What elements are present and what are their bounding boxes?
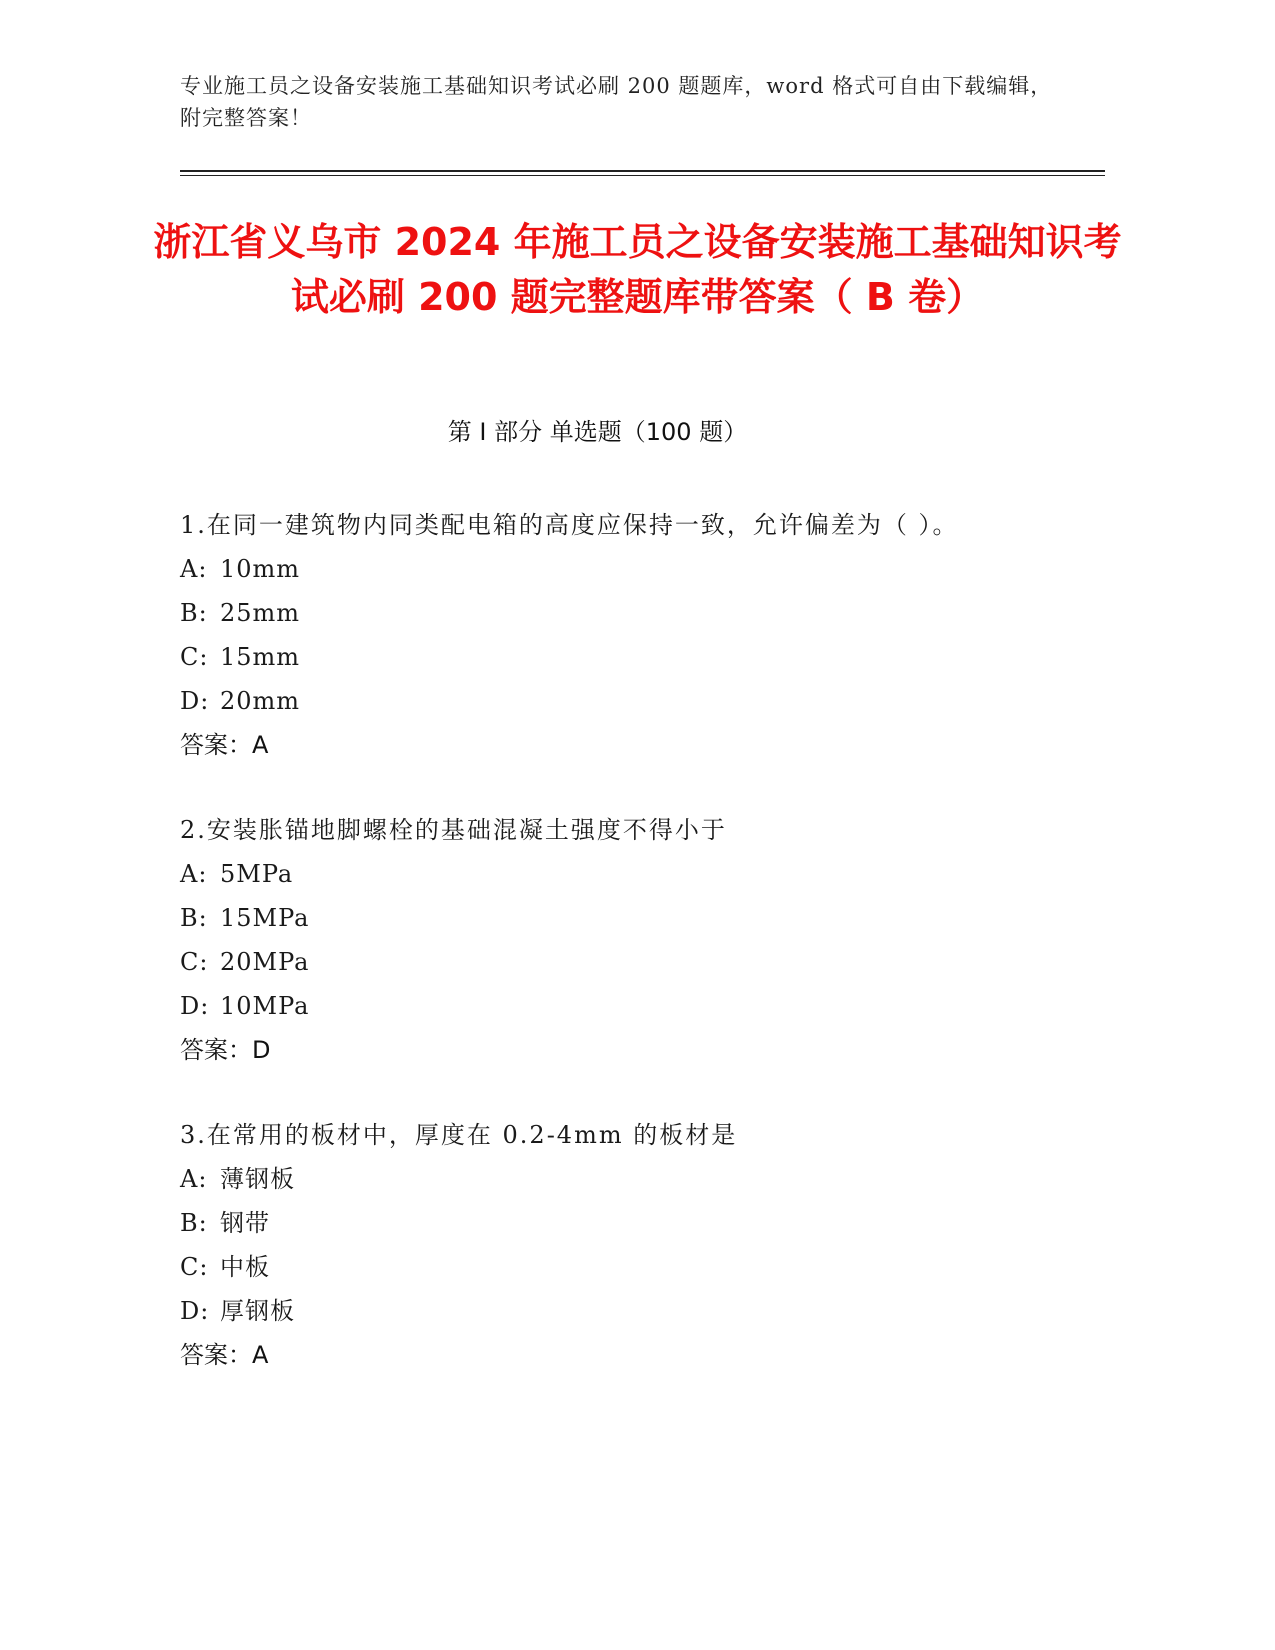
option-letter: C: (180, 1253, 209, 1281)
answer-line: 答案：A (180, 1341, 269, 1369)
option-letter: C: (180, 948, 209, 976)
question-1 (180, 505, 1080, 769)
option-text: 15MPa (220, 904, 310, 932)
option-text: 10mm (220, 555, 301, 583)
option-text: 5MPa (220, 860, 294, 888)
question-2 (180, 810, 1080, 1074)
option-letter: B: (180, 904, 208, 932)
answer-line: 答案：A (180, 731, 269, 759)
option-b (180, 898, 1080, 942)
option-text: 20MPa (220, 948, 310, 976)
answer-line: 答案：D (180, 1036, 271, 1064)
option-b (180, 1203, 1080, 1247)
option-text: 20mm (220, 687, 301, 715)
option-letter: D: (180, 992, 210, 1020)
option-a (180, 854, 1080, 898)
option-letter: D: (180, 687, 210, 715)
option-letter: A: (180, 555, 208, 583)
option-c (180, 1247, 1080, 1291)
option-d (180, 986, 1080, 1030)
header-divider-thick (180, 170, 1105, 172)
option-text: 钢带 (220, 1209, 270, 1237)
option-d (180, 681, 1080, 725)
option-text: 中板 (220, 1253, 270, 1281)
option-letter: D: (180, 1297, 210, 1325)
header-divider-thin (180, 175, 1105, 176)
question-stem: 2.安装胀锚地脚螺栓的基础混凝土强度不得小于 (180, 816, 727, 844)
option-a (180, 549, 1080, 593)
option-c (180, 942, 1080, 986)
option-d (180, 1291, 1080, 1335)
option-letter: B: (180, 599, 208, 627)
option-c (180, 637, 1080, 681)
option-letter: B: (180, 1209, 208, 1237)
option-text: 15mm (220, 643, 301, 671)
option-text: 10MPa (220, 992, 310, 1020)
option-letter: C: (180, 643, 209, 671)
option-text: 厚钢板 (220, 1297, 295, 1325)
option-b (180, 593, 1080, 637)
question-stem: 3.在常用的板材中，厚度在 0.2-4mm 的板材是 (180, 1121, 738, 1149)
option-text: 25mm (220, 599, 301, 627)
question-stem: 1.在同一建筑物内同类配电箱的高度应保持一致，允许偏差为（ ）。 (180, 511, 959, 539)
option-text: 薄钢板 (220, 1165, 295, 1193)
option-a (180, 1159, 1080, 1203)
document-title: 浙江省义乌市 2024 年施工员之设备安装施工基础知识考试必刷 200 题完整题库带答案（ B 卷） (153, 220, 1122, 319)
option-letter: A: (180, 1165, 208, 1193)
section-title: 第 I 部分 单选题（100 题） (447, 418, 748, 446)
intro-text: 专业施工员之设备安装施工基础知识考试必刷 200 题题库，word 格式可自由下载编辑，附完整答案！ (180, 74, 1053, 130)
option-letter: A: (180, 860, 208, 888)
question-3 (180, 1115, 1080, 1379)
